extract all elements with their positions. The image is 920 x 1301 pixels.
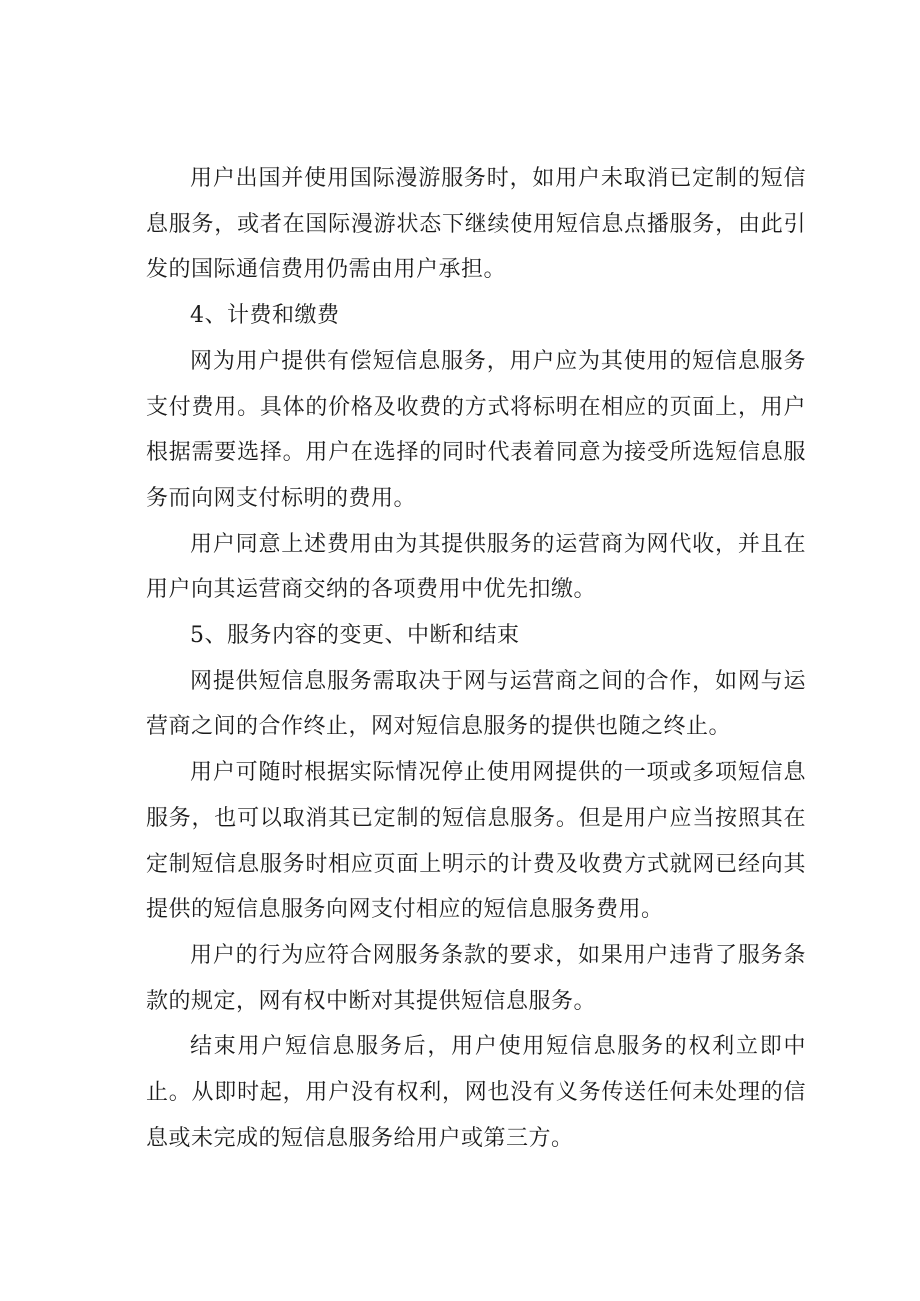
section-heading-service-changes: 5、服务内容的变更、中断和结束 bbox=[190, 623, 520, 649]
paragraph-operator-cooperation: 网提供短信息服务需取决于网与运营商之间的合作，如网与运营商之间的合作终止，网对短信息服务的提供也随之终止。 bbox=[146, 668, 806, 740]
document-body bbox=[146, 156, 806, 1161]
paragraph-paid-service: 网为用户提供有偿短信息服务，用户应为其使用的短信息服务支付费用。具体的价格及收费的方式将标明在相应的页面上，用户根据需要选择。用户在选择的同时代表着同意为接受所选短信息服务而向网支付标明的费用。 bbox=[146, 348, 806, 511]
paragraph-termination: 结束用户短信息服务后，用户使用短信息服务的权利立即中止。从即时起，用户没有权利，网也没有义务传送任何未处理的信息或未完成的短信息服务给用户或第三方。 bbox=[146, 1034, 806, 1151]
paragraph-stop-service: 用户可随时根据实际情况停止使用网提供的一项或多项短信息服务，也可以取消其已定制的短信息服务。但是用户应当按照其在定制短信息服务时相应页面上明示的计费及收费方式就网已经向其提供的短信息服务向网支付相应的短信息服务费用。 bbox=[146, 760, 806, 923]
paragraph-operator-collection: 用户同意上述费用由为其提供服务的运营商为网代收，并且在用户向其运营商交纳的各项费用中优先扣缴。 bbox=[146, 531, 806, 603]
paragraph-terms-violation: 用户的行为应符合网服务条款的要求，如果用户违背了服务条款的规定，网有权中断对其提供短信息服务。 bbox=[146, 942, 806, 1014]
section-heading-billing: 4、计费和缴费 bbox=[190, 303, 340, 329]
paragraph-roaming-fees: 用户出国并使用国际漫游服务时，如用户未取消已定制的短信息服务，或者在国际漫游状态下继续使用短信息点播服务，由此引发的国际通信费用仍需由用户承担。 bbox=[146, 166, 806, 283]
